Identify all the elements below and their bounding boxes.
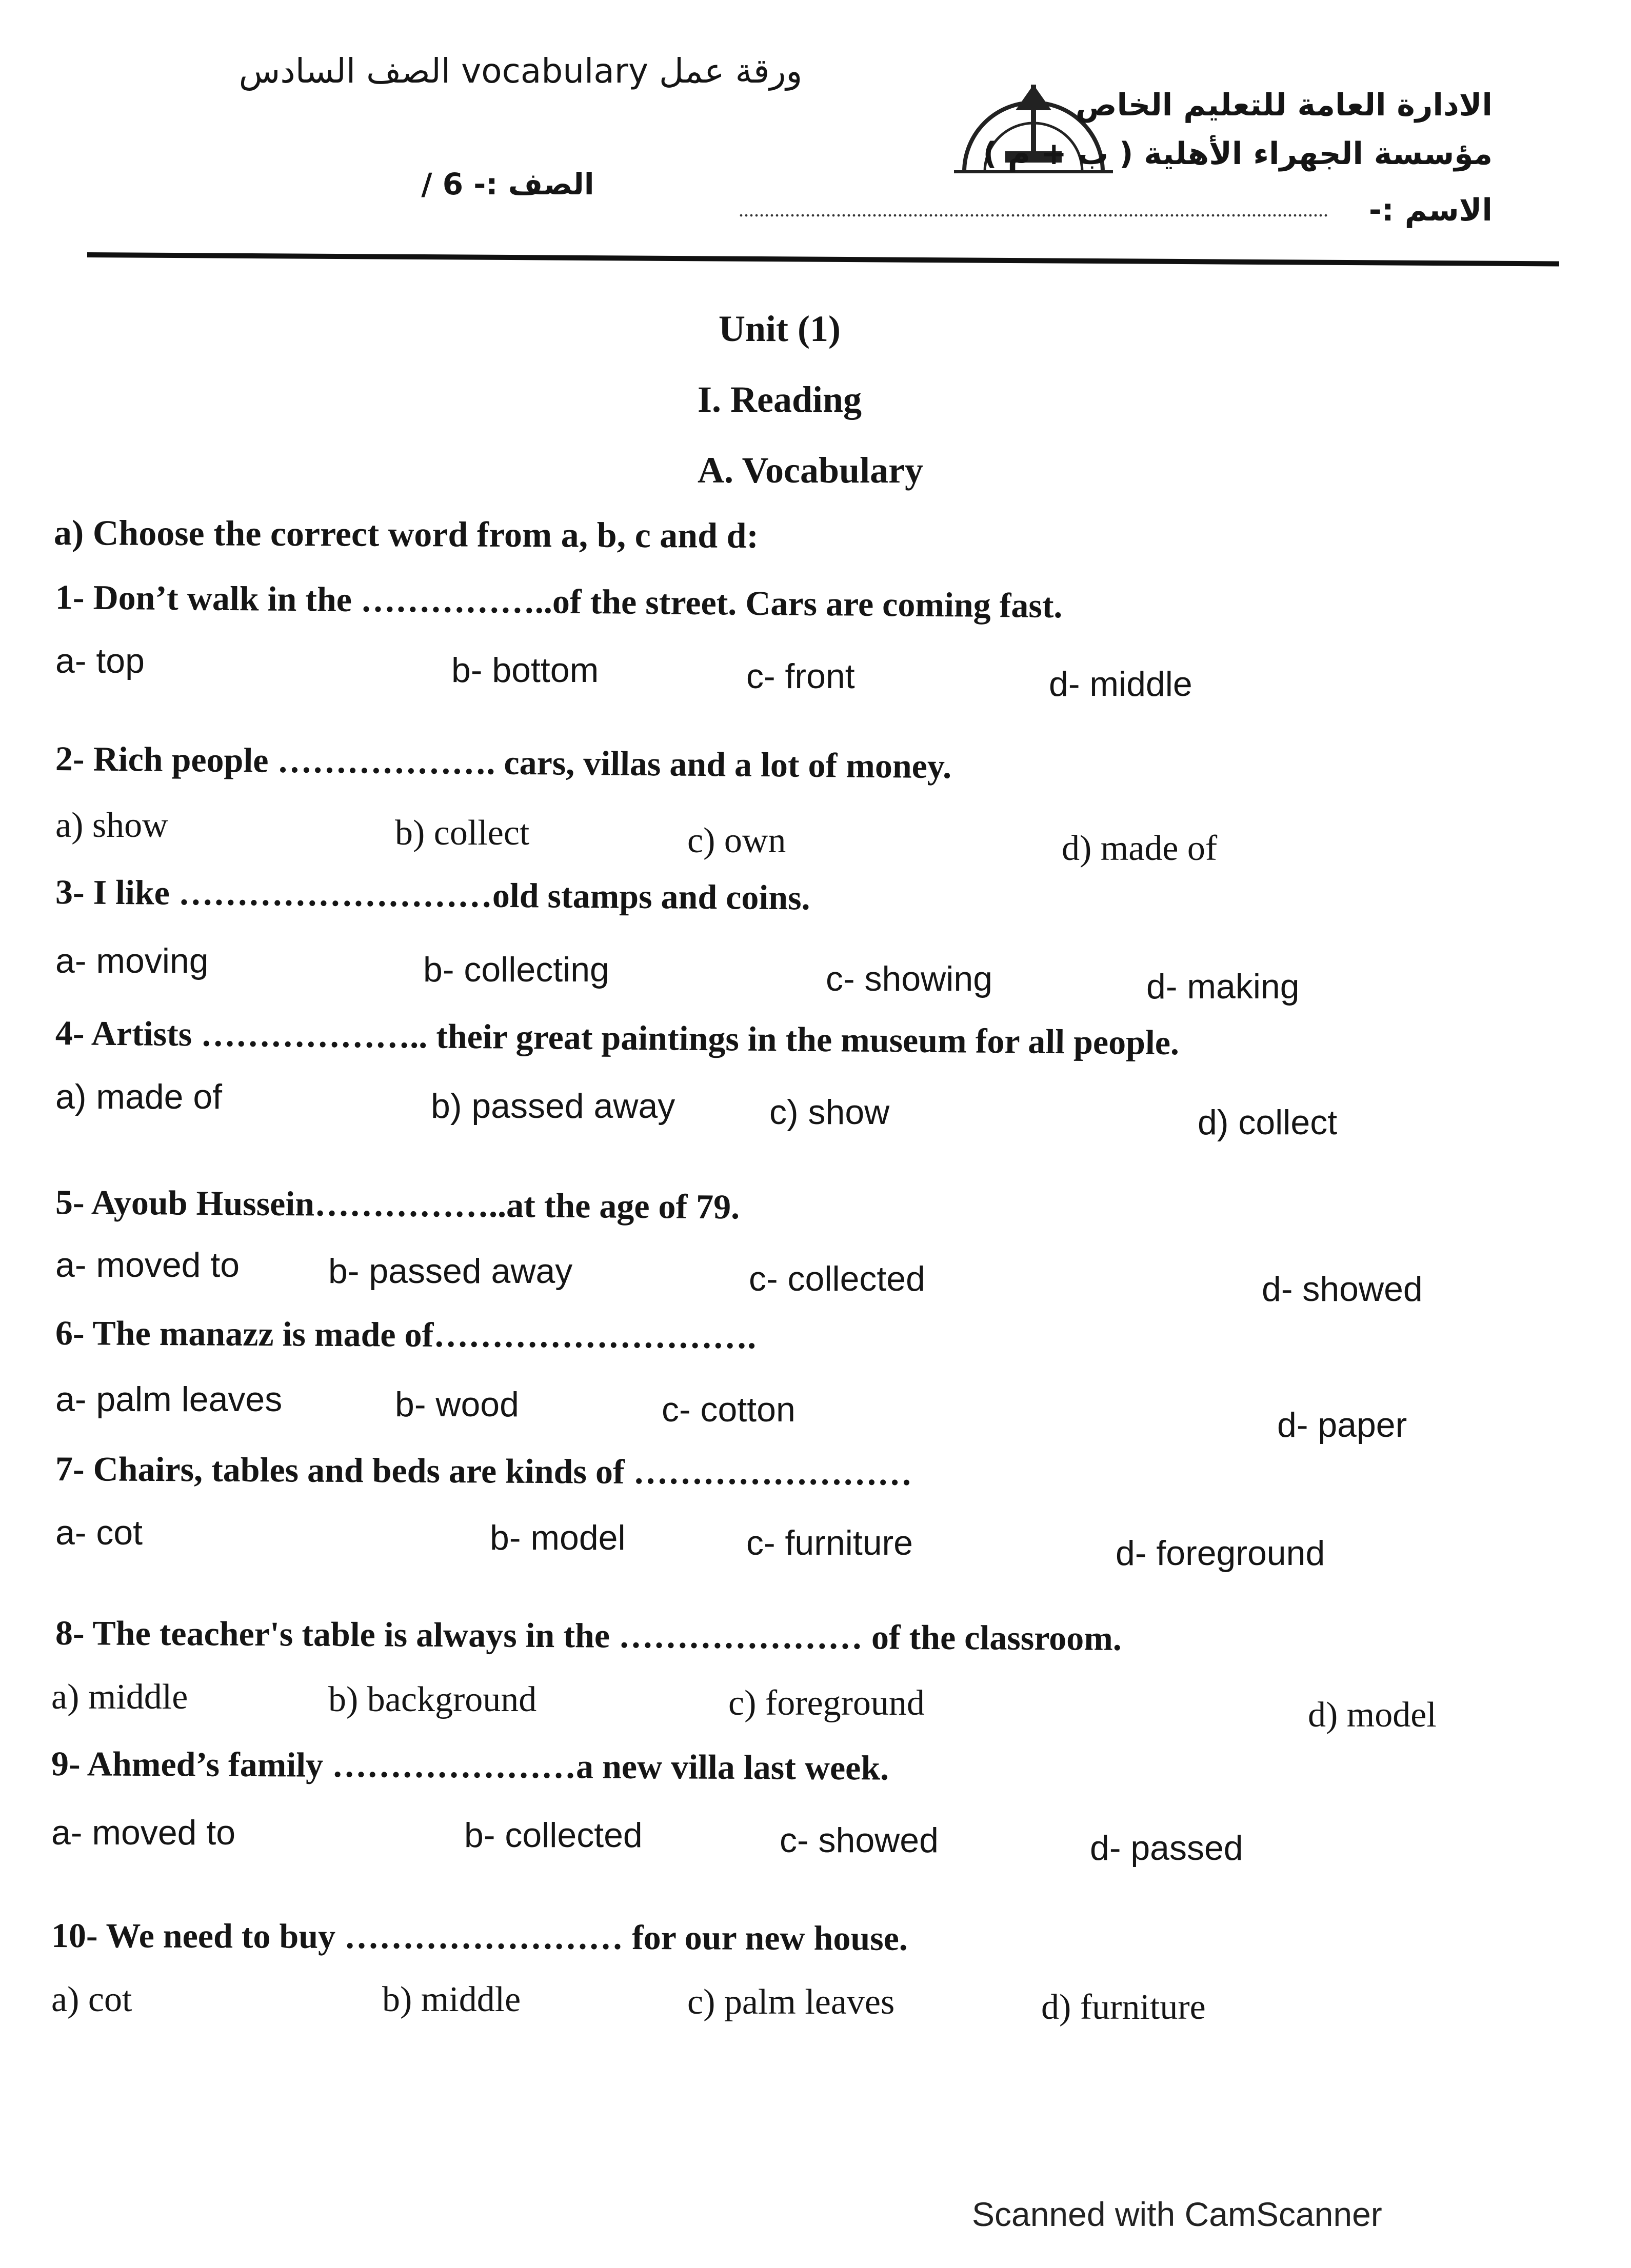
worksheet-title: ورقة عمل vocabulary الصف السادس: [238, 51, 803, 91]
option-3a[interactable]: a- moving: [55, 941, 209, 980]
option-8b[interactable]: b) background: [328, 1680, 537, 1719]
instruction: a) Choose the correct word from a, b, c and d:: [53, 513, 759, 556]
option-3b[interactable]: b- collecting: [423, 950, 609, 989]
option-9b[interactable]: b- collected: [464, 1816, 643, 1855]
option-8d[interactable]: d) model: [1308, 1695, 1437, 1735]
question-5: 5- Ayoub Hussein……………..at the age of 79.: [55, 1182, 740, 1227]
option-7c[interactable]: c- furniture: [746, 1523, 913, 1562]
option-1d[interactable]: d- middle: [1049, 665, 1192, 704]
option-1b[interactable]: b- bottom: [451, 651, 599, 690]
option-7d[interactable]: d- foreground: [1116, 1534, 1325, 1573]
option-8a[interactable]: a) middle: [51, 1677, 188, 1717]
option-6d[interactable]: d- paper: [1277, 1406, 1407, 1444]
option-6c[interactable]: c- cotton: [662, 1390, 795, 1429]
question-8: 8- The teacher's table is always in the ………………… of the classroom.: [55, 1613, 1122, 1658]
unit-heading: Unit (1): [719, 308, 841, 349]
section-heading: I. Reading: [697, 379, 862, 420]
option-5b[interactable]: b- passed away: [328, 1252, 573, 1291]
option-2a[interactable]: a) show: [55, 806, 168, 845]
question-1: 1- Don’t walk in the ……………..of the street. Cars are coming fast.: [55, 577, 1063, 626]
question-9: 9- Ahmed’s family …………………a new villa last week.: [51, 1744, 889, 1788]
question-7: 7- Chairs, tables and beds are kinds of ……………………: [55, 1449, 912, 1493]
option-5d[interactable]: d- showed: [1262, 1270, 1423, 1309]
option-2c[interactable]: c) own: [687, 821, 786, 860]
header-divider: [87, 252, 1559, 267]
question-10: 10- We need to buy …………………… for our new house.: [51, 1916, 908, 1958]
option-6b[interactable]: b- wood: [395, 1385, 519, 1424]
option-9a[interactable]: a- moved to: [51, 1813, 236, 1852]
option-9d[interactable]: d- passed: [1090, 1829, 1243, 1868]
option-4b[interactable]: b) passed away: [431, 1087, 675, 1126]
question-4: 4- Artists ……………….. their great paintings in the museum for all people.: [55, 1013, 1180, 1062]
org-line-1: الادارة العامة للتعليم الخاص: [1075, 87, 1493, 123]
scanner-watermark: Scanned with CamScanner: [972, 2195, 1382, 2233]
option-6a[interactable]: a- palm leaves: [55, 1380, 283, 1419]
question-2: 2- Rich people ………………. cars, villas and a lot of money.: [55, 739, 952, 786]
option-3c[interactable]: c- showing: [826, 959, 993, 998]
option-1a[interactable]: a- top: [55, 641, 145, 680]
question-3: 3- I like ………………………old stamps and coins.: [55, 872, 810, 917]
name-line: ...................................................................................................................: [739, 198, 1328, 221]
option-4c[interactable]: c) show: [769, 1093, 890, 1132]
option-9c[interactable]: c- showed: [780, 1821, 939, 1860]
name-label: الاسم :-: [1368, 192, 1493, 228]
option-7a[interactable]: a- cot: [55, 1513, 143, 1552]
subsection-heading: A. Vocabulary: [697, 450, 924, 491]
option-5a[interactable]: a- moved to: [55, 1246, 240, 1284]
option-7b[interactable]: b- model: [490, 1518, 626, 1557]
option-10c[interactable]: c) palm leaves: [687, 1982, 895, 2022]
option-10a[interactable]: a) cot: [51, 1980, 132, 2019]
option-4a[interactable]: a) made of: [55, 1077, 223, 1116]
question-6: 6- The manazz is made of……………………….: [55, 1313, 757, 1356]
option-4d[interactable]: d) collect: [1198, 1103, 1338, 1142]
option-2b[interactable]: b) collect: [395, 813, 530, 853]
option-3d[interactable]: d- making: [1146, 967, 1300, 1006]
class-label: الصف :- 6 /: [421, 167, 594, 202]
option-2d[interactable]: d) made of: [1062, 829, 1218, 868]
org-line-2: مؤسسة الجهراء الأهلية ( ب + م ): [983, 136, 1493, 172]
option-1c[interactable]: c- front: [746, 657, 855, 696]
option-8c[interactable]: c) foreground: [728, 1683, 925, 1723]
option-10d[interactable]: d) furniture: [1041, 1988, 1206, 2027]
option-10b[interactable]: b) middle: [382, 1980, 521, 2019]
option-5c[interactable]: c- collected: [749, 1259, 925, 1298]
